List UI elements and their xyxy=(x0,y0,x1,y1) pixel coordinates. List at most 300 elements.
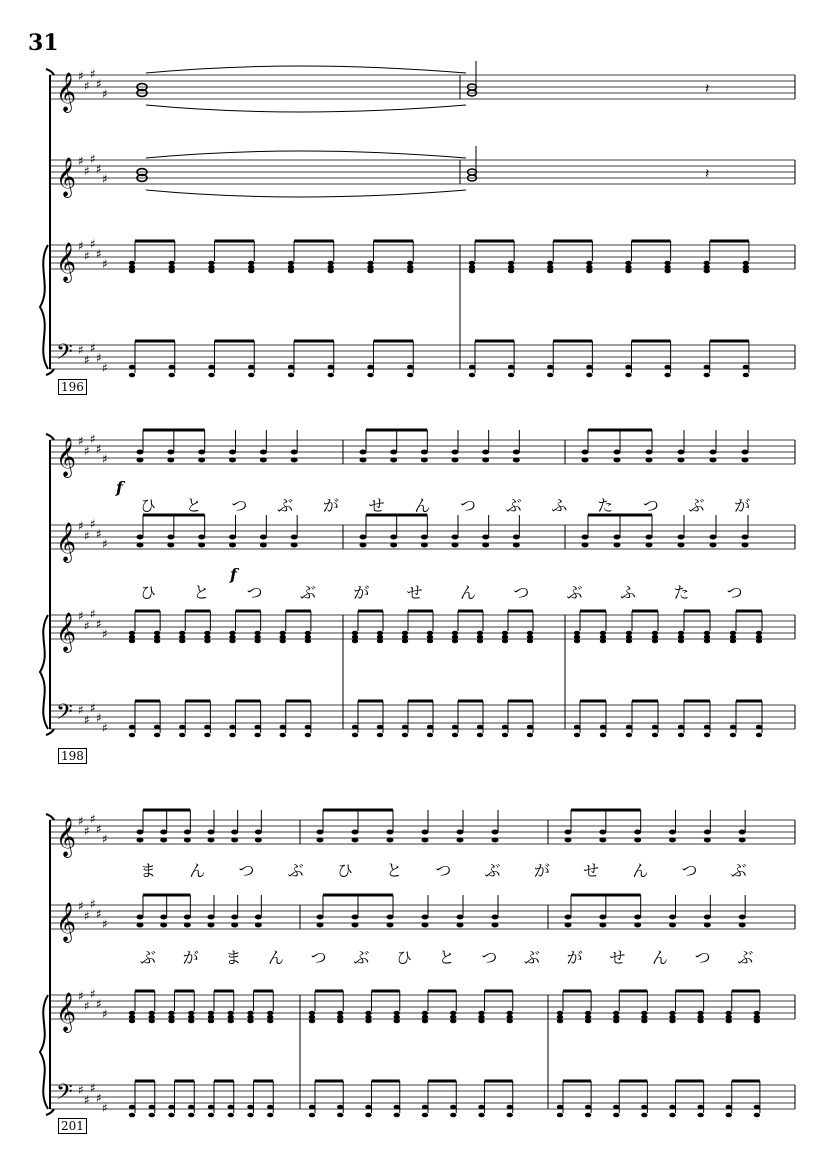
note-head xyxy=(513,543,520,548)
bracket-bottom xyxy=(46,369,54,375)
sharp-icon: ♯ xyxy=(84,713,90,727)
note-head xyxy=(198,458,205,463)
note-head xyxy=(477,631,483,636)
note-head xyxy=(585,1019,591,1024)
note-head xyxy=(137,915,144,920)
note-head xyxy=(614,458,621,463)
dynamic-marking: f xyxy=(230,565,237,584)
note-head xyxy=(402,733,408,738)
note-head xyxy=(710,543,717,548)
note-head xyxy=(305,639,311,644)
note-head xyxy=(377,631,383,636)
sharp-icon: ♯ xyxy=(102,1101,108,1115)
sharp-icon: ♯ xyxy=(78,519,84,533)
note-head xyxy=(255,915,262,920)
soprano-lyric-syllable: ぶ xyxy=(730,861,747,880)
note-head xyxy=(743,269,749,274)
measure-number: 201 xyxy=(58,1118,87,1134)
note-head xyxy=(614,535,621,540)
note-head xyxy=(599,915,606,920)
note-head xyxy=(457,923,464,928)
note-head xyxy=(317,915,324,920)
sharp-icon: ♯ xyxy=(84,529,90,543)
note-head xyxy=(477,639,483,644)
note-head xyxy=(317,830,324,835)
sharp-icon: ♯ xyxy=(90,237,96,251)
note-head xyxy=(137,535,144,540)
sharp-icon: ♯ xyxy=(90,812,96,826)
note-head xyxy=(229,639,235,644)
sharp-icon: ♯ xyxy=(84,79,90,93)
alto-lyric-syllable: と xyxy=(193,583,210,602)
note-head xyxy=(129,365,135,370)
note-head xyxy=(704,261,710,266)
note-head xyxy=(508,373,514,378)
note-head xyxy=(208,915,215,920)
note-head xyxy=(427,635,433,640)
note-head xyxy=(360,543,367,548)
note-head xyxy=(625,365,631,370)
note-head xyxy=(167,450,174,455)
note-head xyxy=(260,535,267,540)
note-head xyxy=(305,733,311,738)
note-head xyxy=(726,1015,732,1020)
note-head xyxy=(730,733,736,738)
note-head xyxy=(613,1105,619,1110)
bracket-top xyxy=(46,434,54,440)
note-head xyxy=(407,261,413,266)
treble-clef-icon: 𝄞 xyxy=(56,242,77,282)
note-head xyxy=(669,915,676,920)
sharp-icon: ♯ xyxy=(78,1083,84,1097)
note-head xyxy=(641,1015,647,1020)
piano-brace xyxy=(40,995,48,1109)
note-head xyxy=(129,733,135,738)
note-head xyxy=(492,830,499,835)
note-head xyxy=(502,631,508,636)
note-head xyxy=(288,365,294,370)
note-head xyxy=(208,838,215,843)
alto-lyric-syllable: つ xyxy=(310,948,327,967)
soprano-lyric-syllable: と xyxy=(386,861,403,880)
treble-clef-icon: 𝄞 xyxy=(56,157,77,197)
note-head xyxy=(184,923,191,928)
note-head xyxy=(457,830,464,835)
note-head xyxy=(697,1105,703,1110)
note-head xyxy=(309,1015,315,1020)
note-head xyxy=(129,725,135,730)
note-head xyxy=(730,635,736,640)
sharp-icon: ♯ xyxy=(78,239,84,253)
note-head xyxy=(154,631,160,636)
note-head xyxy=(377,639,383,644)
note-head xyxy=(229,535,236,540)
note-head xyxy=(508,261,514,266)
piano-brace xyxy=(40,245,48,369)
note-head xyxy=(231,915,238,920)
treble-clef-icon: 𝄞 xyxy=(56,902,77,942)
note-head xyxy=(208,373,214,378)
note-head xyxy=(188,1015,194,1020)
note-head xyxy=(756,733,762,738)
note-head xyxy=(255,838,262,843)
note-head xyxy=(502,725,508,730)
soprano-lyric-syllable: つ xyxy=(681,861,698,880)
note-head xyxy=(154,635,160,640)
sharp-icon: ♯ xyxy=(96,617,102,631)
alto-lyric-syllable: ぶ xyxy=(566,583,583,602)
soprano-lyric-syllable: つ xyxy=(435,861,452,880)
note-head xyxy=(422,1011,428,1016)
note-head xyxy=(743,373,749,378)
note-head xyxy=(168,1105,174,1110)
sharp-icon: ♯ xyxy=(102,1007,108,1021)
note-head xyxy=(704,639,710,644)
sharp-icon: ♯ xyxy=(96,822,102,836)
note-head xyxy=(678,733,684,738)
note-head xyxy=(652,635,658,640)
note-head xyxy=(402,639,408,644)
note-head xyxy=(625,269,631,274)
sharp-icon: ♯ xyxy=(84,444,90,458)
note-head xyxy=(634,923,641,928)
note-head xyxy=(365,1019,371,1024)
note-head xyxy=(208,1019,214,1024)
note-head xyxy=(352,725,358,730)
note-head xyxy=(652,631,658,636)
note-head xyxy=(547,261,553,266)
note-head xyxy=(585,1011,591,1016)
note-head xyxy=(154,639,160,644)
treble-clef-icon: 𝄞 xyxy=(56,522,77,562)
note-head xyxy=(641,1011,647,1016)
note-head xyxy=(365,1011,371,1016)
note-head xyxy=(168,1019,174,1024)
note-head xyxy=(267,1011,273,1016)
note-head xyxy=(586,365,592,370)
treble-clef-icon: 𝄞 xyxy=(56,817,77,857)
note-head xyxy=(664,365,670,370)
note-head xyxy=(726,1113,732,1118)
page-number: 31 xyxy=(28,30,59,56)
note-head xyxy=(634,915,641,920)
soprano-lyric-syllable: せ xyxy=(368,496,385,515)
note-head xyxy=(309,1113,315,1118)
note-head xyxy=(422,1019,428,1024)
note-head xyxy=(730,639,736,644)
note-head xyxy=(208,1011,214,1016)
note-head xyxy=(248,261,254,266)
note-head xyxy=(167,458,174,463)
note-head xyxy=(678,635,684,640)
note-head xyxy=(754,1011,760,1016)
note-head xyxy=(291,535,298,540)
treble-clef-icon: 𝄞 xyxy=(56,72,77,112)
note-head xyxy=(168,1011,174,1016)
note-head xyxy=(402,631,408,636)
note-head xyxy=(247,1105,253,1110)
sharp-icon: ♯ xyxy=(90,1081,96,1095)
note-head xyxy=(421,543,428,548)
note-head xyxy=(129,639,135,644)
soprano-lyric-syllable: ぶ xyxy=(688,496,705,515)
note-head xyxy=(198,450,205,455)
note-head xyxy=(248,373,254,378)
note-head xyxy=(669,923,676,928)
note-head xyxy=(167,543,174,548)
note-head xyxy=(229,635,235,640)
note-head xyxy=(626,635,632,640)
measure-number: 198 xyxy=(58,748,87,764)
sharp-icon: ♯ xyxy=(90,341,96,355)
note-head xyxy=(149,1019,155,1024)
note-head xyxy=(743,365,749,370)
note-head xyxy=(231,838,238,843)
note-head xyxy=(669,1019,675,1024)
note-head xyxy=(407,265,413,270)
note-head xyxy=(477,725,483,730)
note-head xyxy=(664,373,670,378)
note-head xyxy=(421,458,428,463)
quarter-rest-icon: 𝄽 xyxy=(705,81,710,97)
note-head xyxy=(149,1113,155,1118)
note-head xyxy=(208,1015,214,1020)
alto-lyric-syllable: が xyxy=(182,948,199,967)
note-head xyxy=(664,261,670,266)
bass-clef-icon: 𝄢 xyxy=(56,700,73,730)
tie xyxy=(146,105,466,112)
note-head xyxy=(179,733,185,738)
note-head xyxy=(160,830,167,835)
note-head xyxy=(352,838,359,843)
note-head xyxy=(129,1113,135,1118)
note-head xyxy=(254,639,260,644)
note-head xyxy=(646,450,653,455)
soprano-lyric-syllable: つ xyxy=(238,861,255,880)
note-head xyxy=(367,373,373,378)
note-head xyxy=(422,1113,428,1118)
sharp-icon: ♯ xyxy=(90,67,96,81)
soprano-lyric-syllable: せ xyxy=(583,861,600,880)
note-head xyxy=(228,1015,234,1020)
note-head xyxy=(599,830,606,835)
note-head xyxy=(452,733,458,738)
tie xyxy=(146,190,466,197)
sharp-icon: ♯ xyxy=(84,909,90,923)
bracket-bottom xyxy=(46,1109,54,1115)
note-head xyxy=(188,1113,194,1118)
sharp-icon: ♯ xyxy=(84,1093,90,1107)
sharp-icon: ♯ xyxy=(102,87,108,101)
sharp-icon: ♯ xyxy=(96,77,102,91)
note-head xyxy=(228,1019,234,1024)
note-head xyxy=(204,631,210,636)
note-head xyxy=(507,1011,513,1016)
note-head xyxy=(678,458,685,463)
note-head xyxy=(149,1011,155,1016)
note-head xyxy=(614,450,621,455)
sharp-icon: ♯ xyxy=(96,527,102,541)
note-head xyxy=(352,631,358,636)
note-head xyxy=(478,1011,484,1016)
note-head xyxy=(280,733,286,738)
note-head xyxy=(317,923,324,928)
note-head xyxy=(247,1011,253,1016)
note-head xyxy=(254,631,260,636)
note-head xyxy=(247,1113,253,1118)
note-head xyxy=(450,1019,456,1024)
sharp-icon: ♯ xyxy=(90,897,96,911)
alto-lyric-syllable: ぶ xyxy=(524,948,541,967)
note-head xyxy=(614,543,621,548)
alto-lyric-syllable: ひ xyxy=(140,583,157,602)
note-head xyxy=(704,915,711,920)
note-head xyxy=(652,639,658,644)
note-head xyxy=(452,543,459,548)
note-head xyxy=(204,733,210,738)
note-head xyxy=(527,733,533,738)
note-head xyxy=(247,1015,253,1020)
sharp-icon: ♯ xyxy=(96,907,102,921)
note-head xyxy=(231,923,238,928)
note-head xyxy=(678,450,685,455)
note-head xyxy=(704,733,710,738)
soprano-lyric-syllable: ぶ xyxy=(277,496,294,515)
alto-lyric-syllable: ぶ xyxy=(300,583,317,602)
note-head xyxy=(726,1011,732,1016)
sharp-icon: ♯ xyxy=(84,824,90,838)
note-head xyxy=(739,830,746,835)
note-head xyxy=(565,830,572,835)
sharp-icon: ♯ xyxy=(78,703,84,717)
note-head xyxy=(586,373,592,378)
note-head xyxy=(365,1015,371,1020)
note-head xyxy=(254,725,260,730)
note-head xyxy=(582,458,589,463)
note-head xyxy=(169,365,175,370)
note-head xyxy=(482,535,489,540)
note-head xyxy=(585,1105,591,1110)
note-head xyxy=(247,1019,253,1024)
soprano-lyric-syllable: ふ xyxy=(551,496,568,515)
note-head xyxy=(129,1011,135,1016)
alto-lyric-syllable: た xyxy=(673,583,690,602)
soprano-lyric-syllable: ん xyxy=(414,496,431,515)
alto-lyric-syllable: ぶ xyxy=(737,948,754,967)
soprano-lyric-syllable: ひ xyxy=(140,496,157,515)
note-head xyxy=(477,733,483,738)
note-head xyxy=(599,838,606,843)
sharp-icon: ♯ xyxy=(90,152,96,166)
sharp-icon: ♯ xyxy=(96,1091,102,1105)
note-head xyxy=(291,458,298,463)
note-head xyxy=(513,450,520,455)
note-head xyxy=(421,450,428,455)
note-head xyxy=(507,1105,513,1110)
note-head xyxy=(704,365,710,370)
note-head xyxy=(710,458,717,463)
note-head xyxy=(626,639,632,644)
note-head xyxy=(188,1011,194,1016)
sharp-icon: ♯ xyxy=(84,353,90,367)
note-head xyxy=(390,450,397,455)
note-head xyxy=(208,265,214,270)
note-head xyxy=(352,639,358,644)
note-head xyxy=(669,1015,675,1020)
note-head xyxy=(228,1105,234,1110)
note-head xyxy=(452,458,459,463)
note-head xyxy=(482,450,489,455)
note-head xyxy=(229,458,236,463)
note-head xyxy=(149,1015,155,1020)
note-head xyxy=(198,535,205,540)
note-head xyxy=(469,365,475,370)
note-head xyxy=(288,261,294,266)
note-head xyxy=(613,1015,619,1020)
note-head xyxy=(208,269,214,274)
note-head xyxy=(704,265,710,270)
note-head xyxy=(137,543,144,548)
soprano-lyric-syllable: が xyxy=(322,496,339,515)
note-head xyxy=(255,830,262,835)
note-head xyxy=(756,635,762,640)
note-head xyxy=(387,830,394,835)
note-head xyxy=(452,450,459,455)
note-head xyxy=(678,535,685,540)
note-head xyxy=(582,535,589,540)
note-head xyxy=(652,733,658,738)
note-head xyxy=(726,1105,732,1110)
note-head xyxy=(154,733,160,738)
note-head xyxy=(754,1105,760,1110)
note-head xyxy=(513,458,520,463)
soprano-lyric-syllable: た xyxy=(597,496,614,515)
note-head xyxy=(600,631,606,636)
note-head xyxy=(337,1015,343,1020)
note-head xyxy=(137,923,144,928)
note-head xyxy=(288,269,294,274)
note-head xyxy=(228,1011,234,1016)
note-head xyxy=(586,265,592,270)
note-head xyxy=(352,635,358,640)
note-head xyxy=(704,923,711,928)
note-head xyxy=(129,1105,135,1110)
soprano-lyric-syllable: が xyxy=(533,861,550,880)
note-head xyxy=(160,923,167,928)
note-head xyxy=(739,923,746,928)
note-head xyxy=(267,1105,273,1110)
note-head xyxy=(646,535,653,540)
note-head xyxy=(613,1019,619,1024)
note-head xyxy=(255,923,262,928)
note-head xyxy=(422,1105,428,1110)
note-head xyxy=(625,373,631,378)
note-head xyxy=(450,1105,456,1110)
note-head xyxy=(704,269,710,274)
bass-clef-icon: 𝄢 xyxy=(56,1080,73,1110)
note-head xyxy=(625,265,631,270)
note-head xyxy=(387,915,394,920)
note-head xyxy=(229,725,235,730)
note-head xyxy=(305,631,311,636)
note-head xyxy=(743,265,749,270)
note-head xyxy=(204,725,210,730)
note-head xyxy=(280,635,286,640)
alto-lyric-syllable: ん xyxy=(652,948,669,967)
piano-brace xyxy=(40,615,48,729)
note-head xyxy=(452,631,458,636)
note-head xyxy=(574,639,580,644)
